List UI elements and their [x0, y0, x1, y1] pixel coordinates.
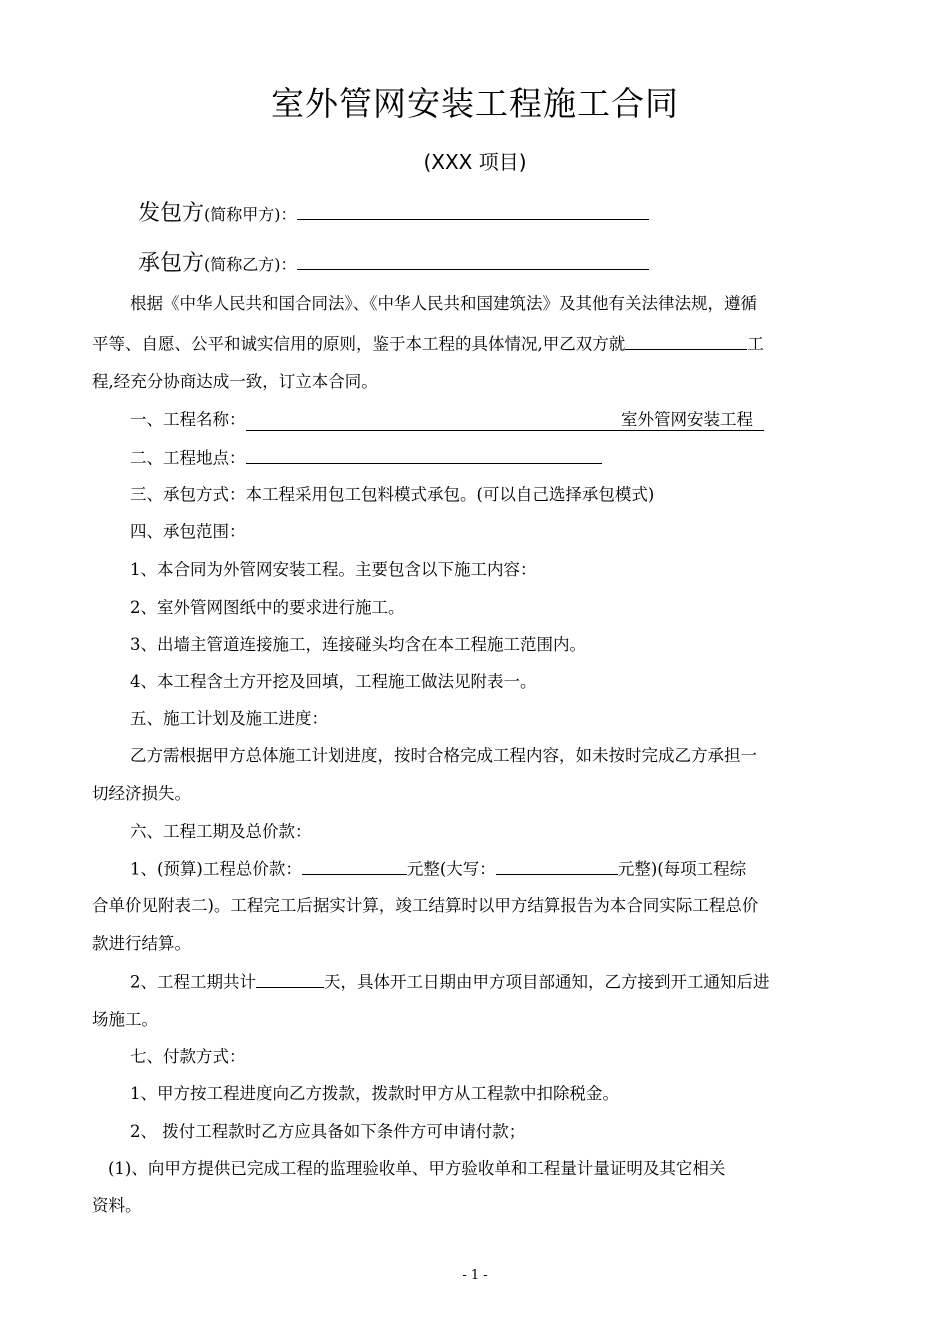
section-7-heading: 七、付款方式： [130, 1047, 246, 1066]
price-words-label: 元整(大写： [406, 859, 496, 879]
contractor-line [138, 246, 649, 277]
duration-blank [256, 970, 324, 988]
price-words-blank [496, 857, 618, 875]
section-2-line [130, 446, 862, 471]
preamble-line-1: 根据《中华人民共和国合同法》、《中华人民共和国建筑法》及其他有关法律法规，遵循 [130, 294, 757, 313]
project-name-value: 室外管网安装工程 [621, 410, 753, 429]
price-line-end: 元整)(每项工程综 [617, 859, 747, 879]
project-location-label: 二、工程地点： [130, 448, 246, 468]
scope-item-1: 1、本合同为外管网安装工程。主要包含以下施工内容： [130, 560, 537, 579]
scope-item-2: 2、室外管网图纸中的要求进行施工。 [130, 598, 405, 617]
duration-text: 天，具体开工日期由甲方项目部通知，乙方接到开工通知后进 [324, 972, 770, 992]
project-name-field [246, 408, 764, 431]
contractor-label: 承包方 [138, 251, 205, 276]
section-5-line-2: 切经济损失。 [92, 784, 191, 803]
employer-blank [297, 197, 649, 220]
contractor-abbr: (简称乙方)： [204, 255, 297, 274]
preamble-line-2-text: 平等、自愿、公平和诚实信用的原则，鉴于本工程的具体情况,甲乙双方就 [92, 334, 626, 354]
payment-sub-item-1-line-1: (1)、向甲方提供已完成工程的监理验收单、甲方验收单和工程量计量证明及其它相关 [108, 1159, 726, 1178]
project-name-blank [625, 332, 747, 350]
section-1-line [130, 408, 862, 432]
employer-label: 发包方 [138, 201, 205, 226]
preamble-line-2-end: 工 [747, 334, 764, 354]
scope-item-4: 4、本工程含土方开挖及回填，工程施工做法见附表一。 [130, 672, 537, 691]
section-4-heading: 四、承包范围： [130, 522, 246, 541]
scope-item-3: 3、出墙主管道连接施工，连接碰头均含在本工程施工范围内。 [130, 635, 586, 654]
payment-item-1: 1、甲方按工程进度向乙方拨款，拨款时甲方从工程款中扣除税金。 [130, 1084, 619, 1103]
page-number: - 1 - [462, 1268, 488, 1283]
duration-label: 2、工程工期共计 [130, 972, 256, 992]
payment-sub-item-1-line-2: 资料。 [92, 1196, 142, 1215]
section-6-price-line-3: 款进行结算。 [92, 934, 191, 953]
preamble-line-3: 程,经充分协商达成一致，订立本合同。 [92, 372, 378, 391]
section-6-heading: 六、工程工期及总价款： [130, 822, 312, 841]
total-price-label: 1、(预算)工程总价款： [130, 859, 302, 879]
payment-item-2: 2、 拨付工程款时乙方应具备如下条件方可申请付款； [130, 1122, 526, 1141]
total-price-blank [302, 857, 407, 875]
section-3-line: 三、承包方式：本工程采用包工包料模式承包。(可以自己选择承包模式) [130, 485, 655, 504]
employer-abbr: (简称甲方)： [204, 205, 297, 224]
document-subtitle: (XXX 项目) [423, 150, 527, 174]
section-5-line-1: 乙方需根据甲方总体施工计划进度，按时合格完成工程内容，如未按时完成乙方承担一 [130, 746, 757, 765]
section-6-price-line [130, 857, 862, 882]
preamble-line-2 [92, 332, 862, 357]
section-6-duration-line-2: 场施工。 [92, 1010, 158, 1029]
project-location-blank [246, 446, 602, 464]
contractor-blank [297, 247, 649, 270]
document-title: 室外管网安装工程施工合同 [271, 84, 679, 123]
project-name-label: 一、工程名称： [130, 410, 246, 429]
section-6-duration-line [130, 970, 862, 995]
section-5-heading: 五、施工计划及施工进度： [130, 709, 328, 728]
employer-line [138, 196, 649, 227]
section-6-price-line-2: 合单价见附表二)。工程完工后据实计算，竣工结算时以甲方结算报告为本合同实际工程总价 [92, 896, 759, 915]
